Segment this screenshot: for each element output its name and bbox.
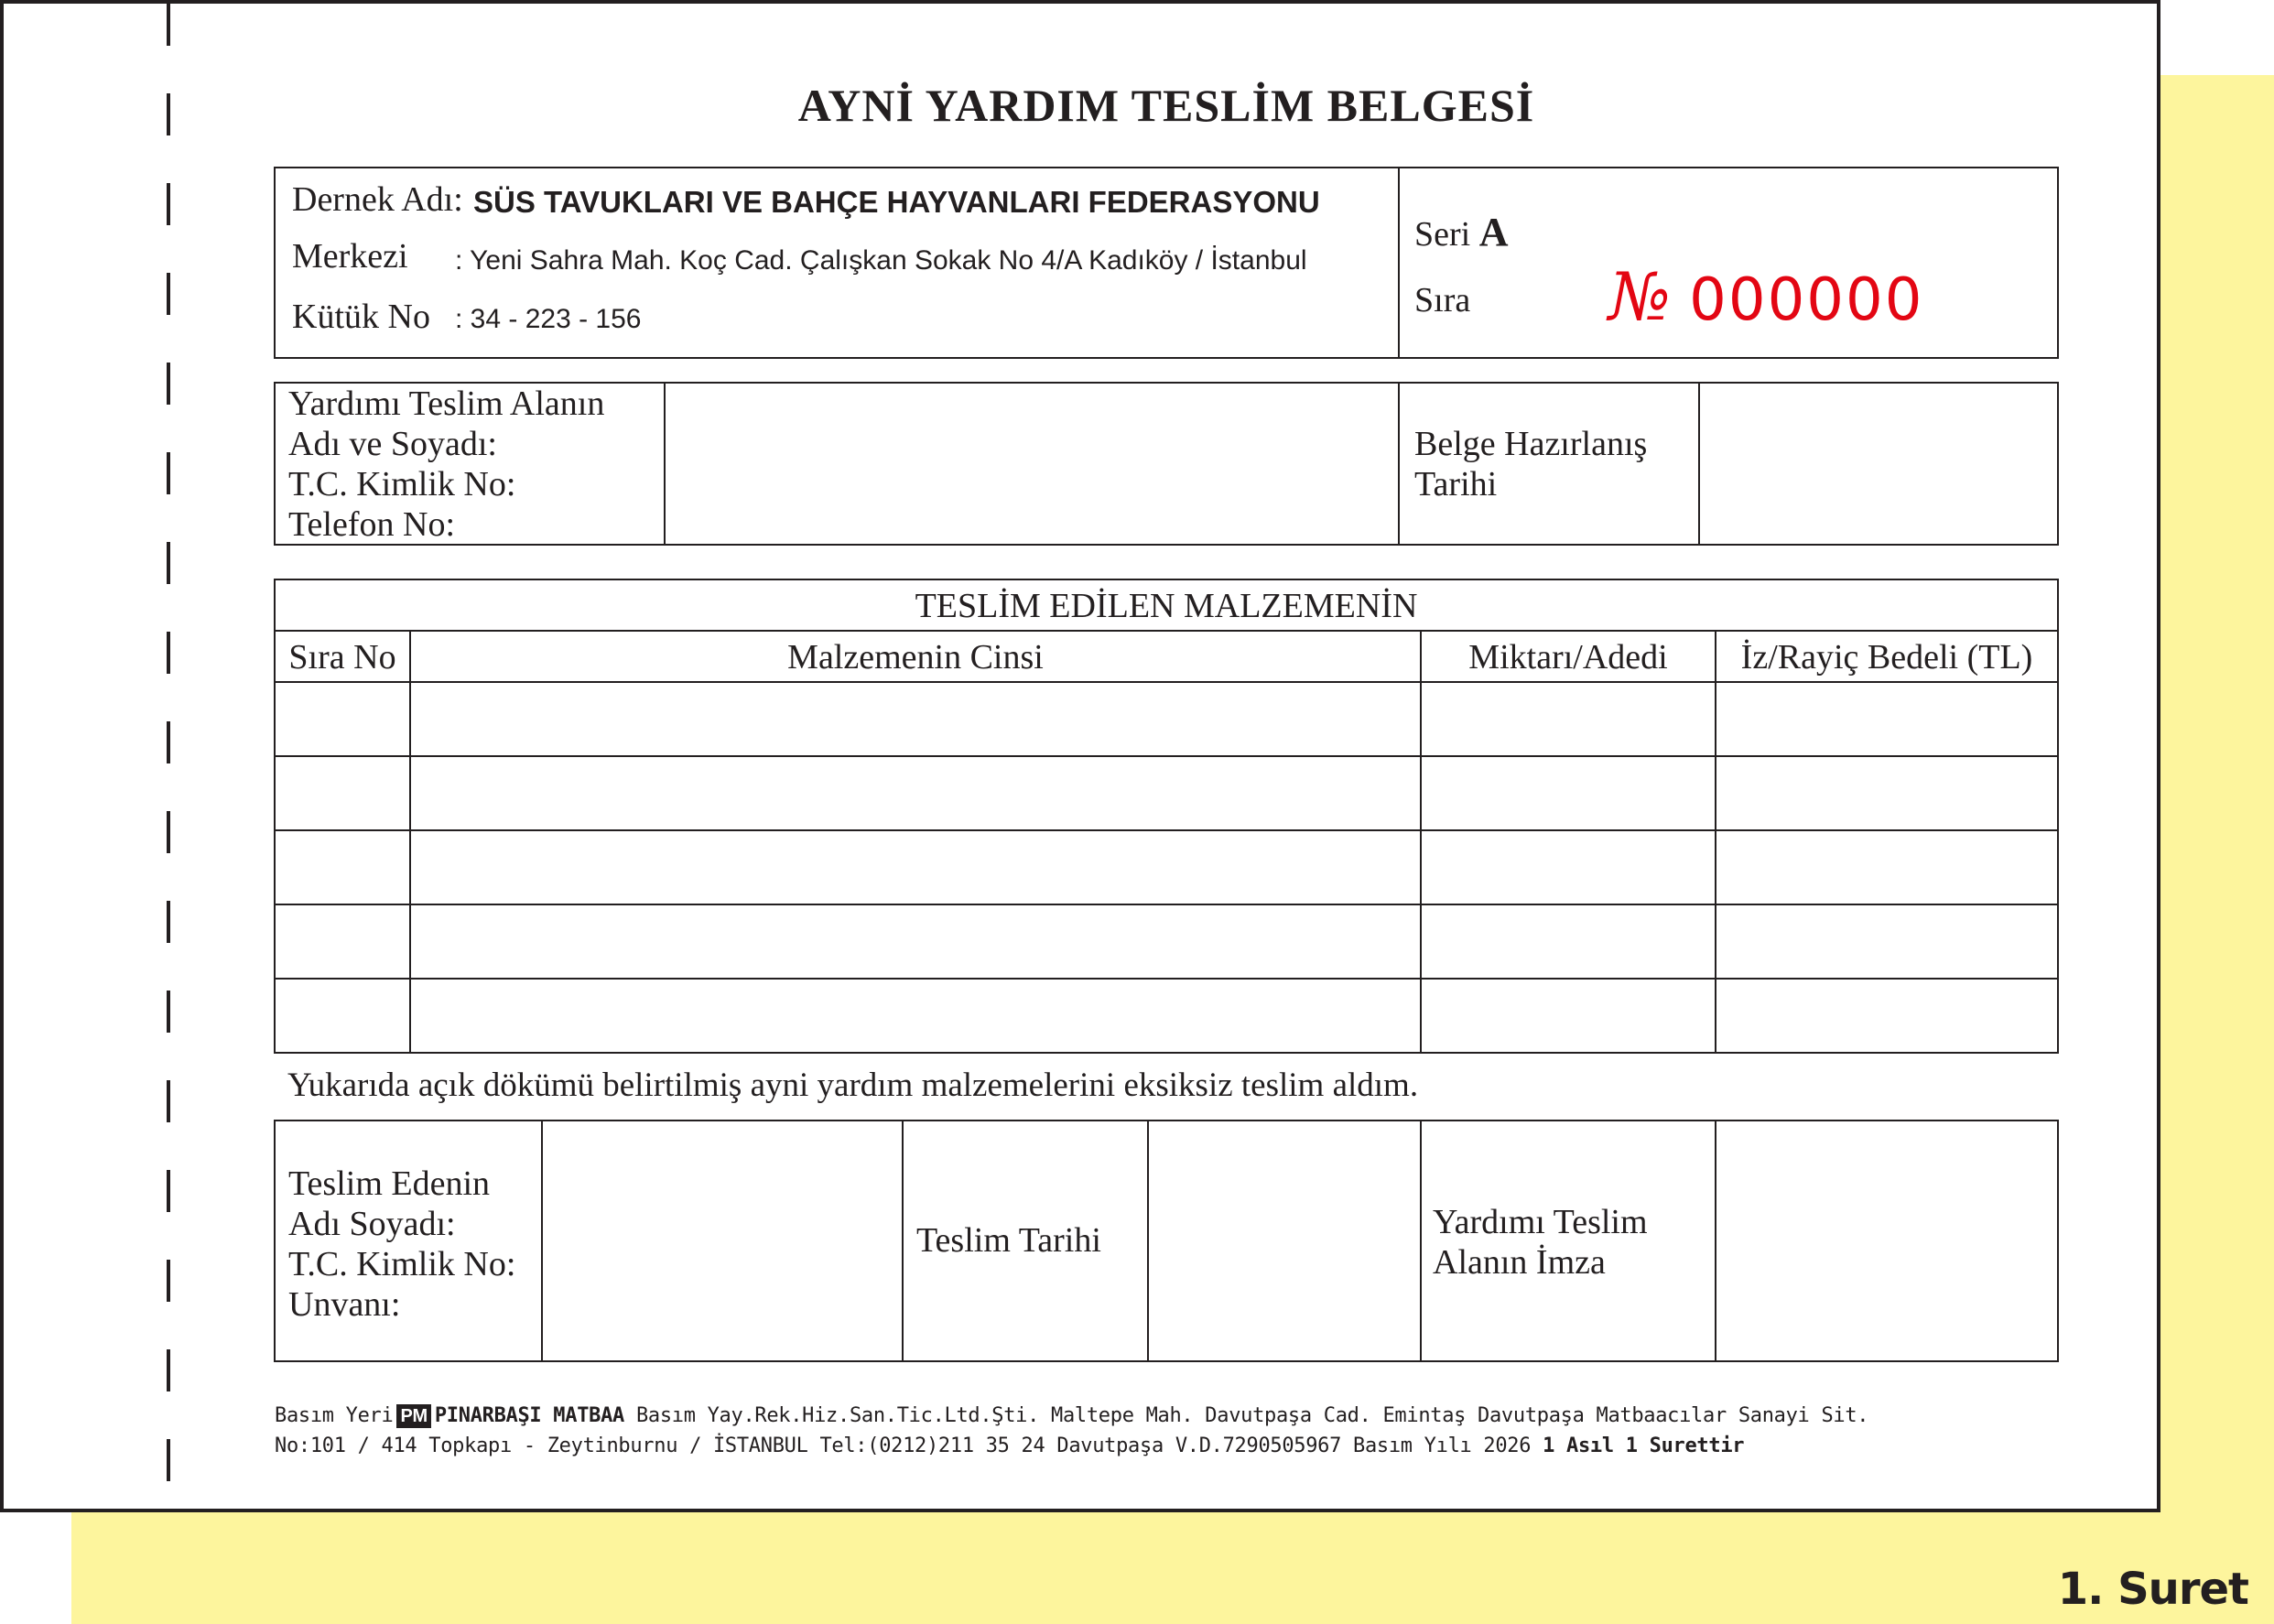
column-header-material-type: Malzemenin Cinsi (787, 638, 1044, 677)
seri-label (1414, 209, 1509, 255)
table-row[interactable] (276, 831, 2057, 904)
column-header-sira-no: Sıra No (288, 638, 396, 677)
recipient-signature-field[interactable] (1718, 1121, 2057, 1360)
seri-value: A (1478, 210, 1509, 254)
column-header-quantity: Miktarı/Adedi (1468, 638, 1668, 677)
recipient-value-field[interactable] (667, 384, 1396, 544)
recipient-box (274, 382, 2059, 546)
form-title: AYNİ YARDIM TESLİM BELGESİ (797, 80, 1535, 131)
association-name-value: SÜS TAVUKLARI VE BAHÇE HAYVANLARI FEDERASYONU (473, 185, 1320, 219)
column-header-value: İz/Rayiç Bedeli (TL) (1740, 638, 2033, 677)
printer-name: PINARBAŞI MATBAA (434, 1404, 624, 1427)
serial-number-value: 000000 (1689, 266, 1924, 334)
table-row[interactable] (276, 683, 2057, 755)
association-center-label: Merkezi (292, 237, 408, 276)
seri-label-text: Seri (1414, 215, 1471, 254)
sira-label: Sıra (1414, 281, 1471, 319)
receipt-statement: Yukarıda açık dökümü belirtilmiş ayni yardım malzemelerini eksiksiz teslim aldım. (287, 1066, 1419, 1104)
table-row[interactable] (276, 757, 2057, 829)
table-row[interactable] (276, 905, 2057, 978)
association-center-value: : Yeni Sahra Mah. Koç Cad. Çalışkan Sokak No 4/A Kadıköy / İstanbul (455, 245, 1307, 276)
recipient-signature-label: Yardımı Teslim Alanın İmza (1433, 1203, 1648, 1282)
registry-no-value: : 34 - 223 - 156 (455, 304, 642, 334)
printer-imprint-line-1 (275, 1404, 1868, 1428)
printer-address-1: Basım Yay.Rek.Hiz.San.Tic.Ltd.Şti. Maltepe Mah. Davutpaşa Cad. Emintaş Davutpaşa Matbaacılar Sanayi Sit. (635, 1404, 1869, 1427)
document-date-label: Belge Hazırlanış Tarihi (1414, 425, 1648, 503)
deliverer-label: Teslim Edenin Adı Soyadı: T.C. Kimlik No: Unvanı: (288, 1164, 516, 1324)
document-date-field[interactable] (1702, 384, 2057, 544)
deliverer-field[interactable] (545, 1121, 900, 1360)
materials-table (274, 579, 2059, 1054)
materials-caption: TESLİM EDİLEN MALZEMENİN (915, 587, 1418, 625)
printer-address-2: No:101 / 414 Topkapı - Zeytinburnu / İSTANBUL Tel:(0212)211 35 24 Davutpaşa V.D.7290505967 Basım Yılı 2026 (275, 1435, 1532, 1457)
perforation-line (167, 4, 170, 1516)
recipient-label: Yardımı Teslim Alanın Adı ve Soyadı: T.C. Kimlik No: Telefon No: (288, 384, 605, 544)
delivery-box (274, 1120, 2059, 1362)
table-row[interactable] (276, 980, 2057, 1052)
copies-note: 1 Asıl 1 Surettir (1543, 1435, 1745, 1457)
printer-logo: PM (396, 1404, 430, 1428)
delivery-date-field[interactable] (1151, 1121, 1418, 1360)
printer-prefix: Basım Yeri (275, 1404, 394, 1427)
association-name-label: Dernek Adı: (292, 180, 463, 219)
copy-label: 1. Suret (2057, 1564, 2248, 1615)
printer-imprint-line-2 (275, 1435, 1744, 1457)
serial-number (1608, 258, 1923, 335)
association-box (274, 167, 2059, 359)
registry-no-label: Kütük No (292, 298, 430, 336)
numero-sign: № (1608, 258, 1672, 335)
delivery-date-label: Teslim Tarihi (916, 1221, 1101, 1260)
